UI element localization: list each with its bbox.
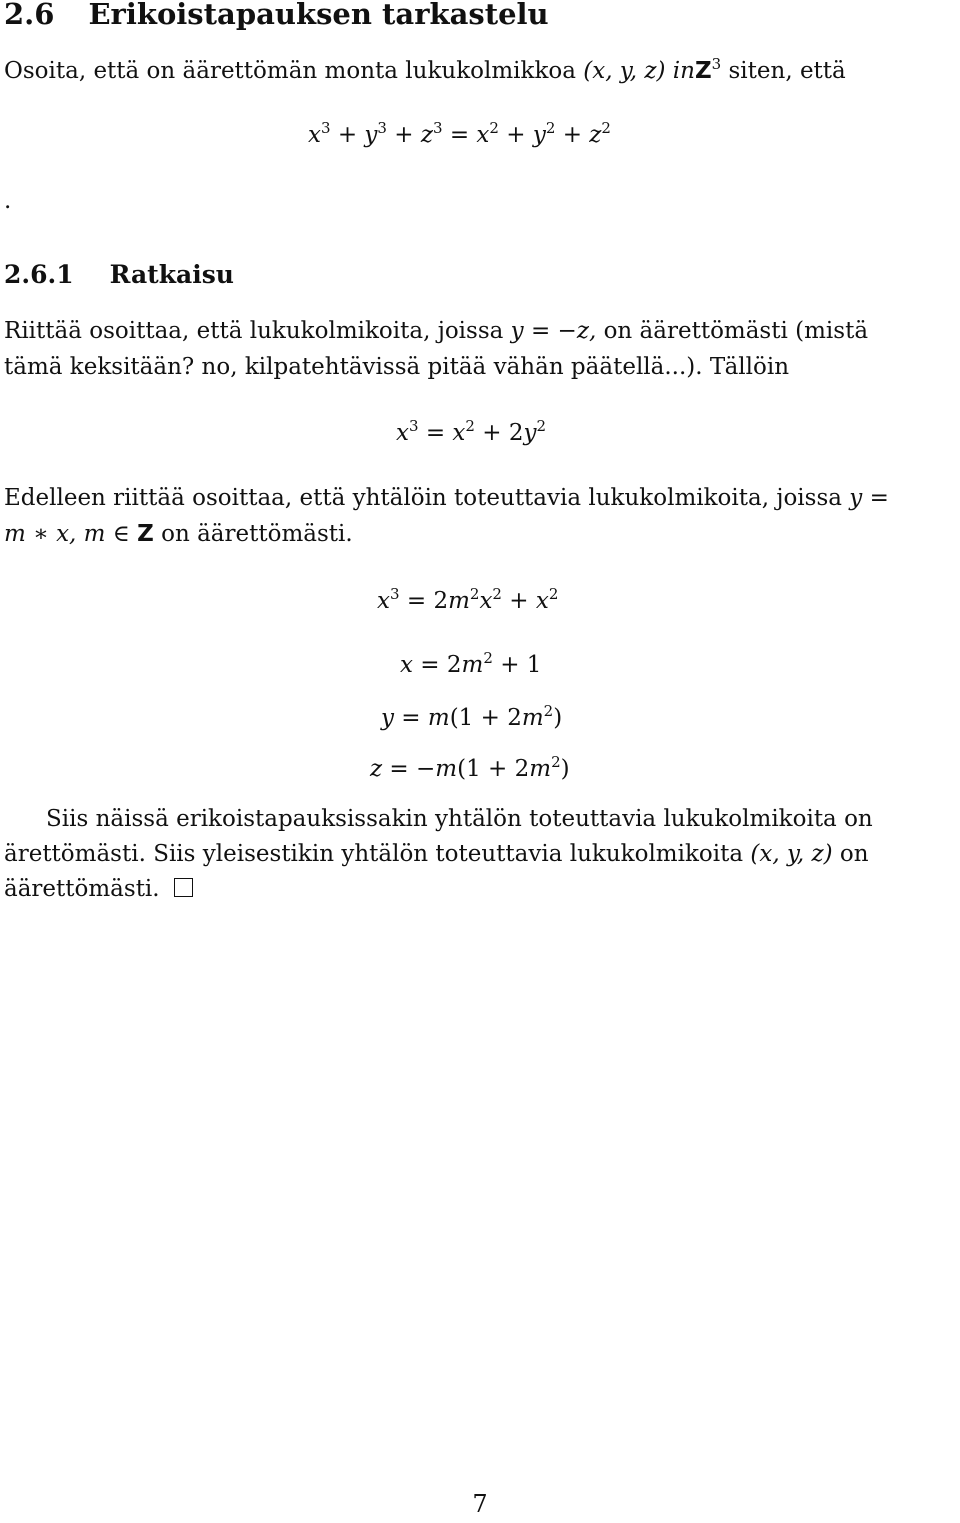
para3-text-c: äärettömästi. [4, 876, 160, 902]
intro-line [4, 54, 846, 89]
equation-system-3: $y = m(1 + 2m^2)$ [381, 702, 563, 731]
para3-text-b: on [839, 841, 869, 867]
subsection-title: Ratkaisu [109, 260, 234, 289]
equation-system-4: $z = -m(1 + 2m^2)$ [370, 753, 570, 782]
para3-tuple: (x, y, z) [750, 841, 833, 867]
intro-after: siten, että [728, 58, 846, 84]
equation-system-2: $x = 2m^2 + 1$ [400, 649, 542, 678]
paragraph-3-line-2 [4, 837, 869, 872]
section-number: 2.6 [4, 0, 55, 31]
para2-eq-a: y = [849, 485, 889, 511]
equation-2: $x^3 = x^2 + 2y^2$ [396, 417, 547, 446]
para2-text-b: on äärettömästi. [161, 521, 353, 547]
page-number: 7 [472, 1490, 488, 1518]
para3-text-a: ärettömästi. Siis yleisestikin yhtälön toteuttavia lukukolmikoita [4, 841, 744, 867]
equation-system-1: $x^3 = 2m^2x^2 + x^2$ [377, 585, 559, 614]
integer-set-symbol: Z [694, 58, 712, 84]
section-heading [4, 0, 549, 32]
lone-dot: . [4, 188, 12, 214]
equation-main: $x^3 + y^3 + z^3 = x^2 + y^2 + z^2$ [308, 119, 611, 148]
integer-set-symbol-2: Z [137, 521, 154, 547]
para1-eq: y = −z, [510, 318, 597, 344]
paragraph-3-line-1: Siis näissä erikoistapauksissakin yhtälön toteuttavia lukukolmikoita on [46, 806, 873, 832]
para1-text-b: on äärettömästi (mistä [603, 318, 869, 344]
qed-square-icon [174, 878, 193, 897]
para2-text-a: Edelleen riittää osoittaa, että yhtälöin toteuttavia lukukolmikoita, joissa [4, 485, 842, 511]
intro-text: Osoita, että on äärettömän monta lukukolmikkoa [4, 58, 576, 84]
paragraph-3-line-3 [4, 872, 193, 907]
para2-eq-b: m ∗ x, m ∈ [4, 521, 130, 547]
para1-text-a: Riittää osoittaa, että lukukolmikoita, joissa [4, 318, 504, 344]
subsection-heading [4, 258, 234, 292]
paragraph-2-line-2 [4, 517, 353, 552]
paragraph-2-line-1 [4, 481, 889, 516]
paragraph-1-line-2: tämä keksitään? no, kilpatehtävissä pitää vähän päätellä...). Tällöin [4, 354, 790, 380]
intro-in: in [672, 58, 695, 84]
paragraph-1-line-1 [4, 314, 958, 349]
intro-tuple: (x, y, z) [583, 58, 666, 84]
section-title: Erikoistapauksen tarkastelu [88, 0, 549, 31]
subsection-number: 2.6.1 [4, 260, 74, 289]
set-exponent: 3 [711, 55, 722, 73]
